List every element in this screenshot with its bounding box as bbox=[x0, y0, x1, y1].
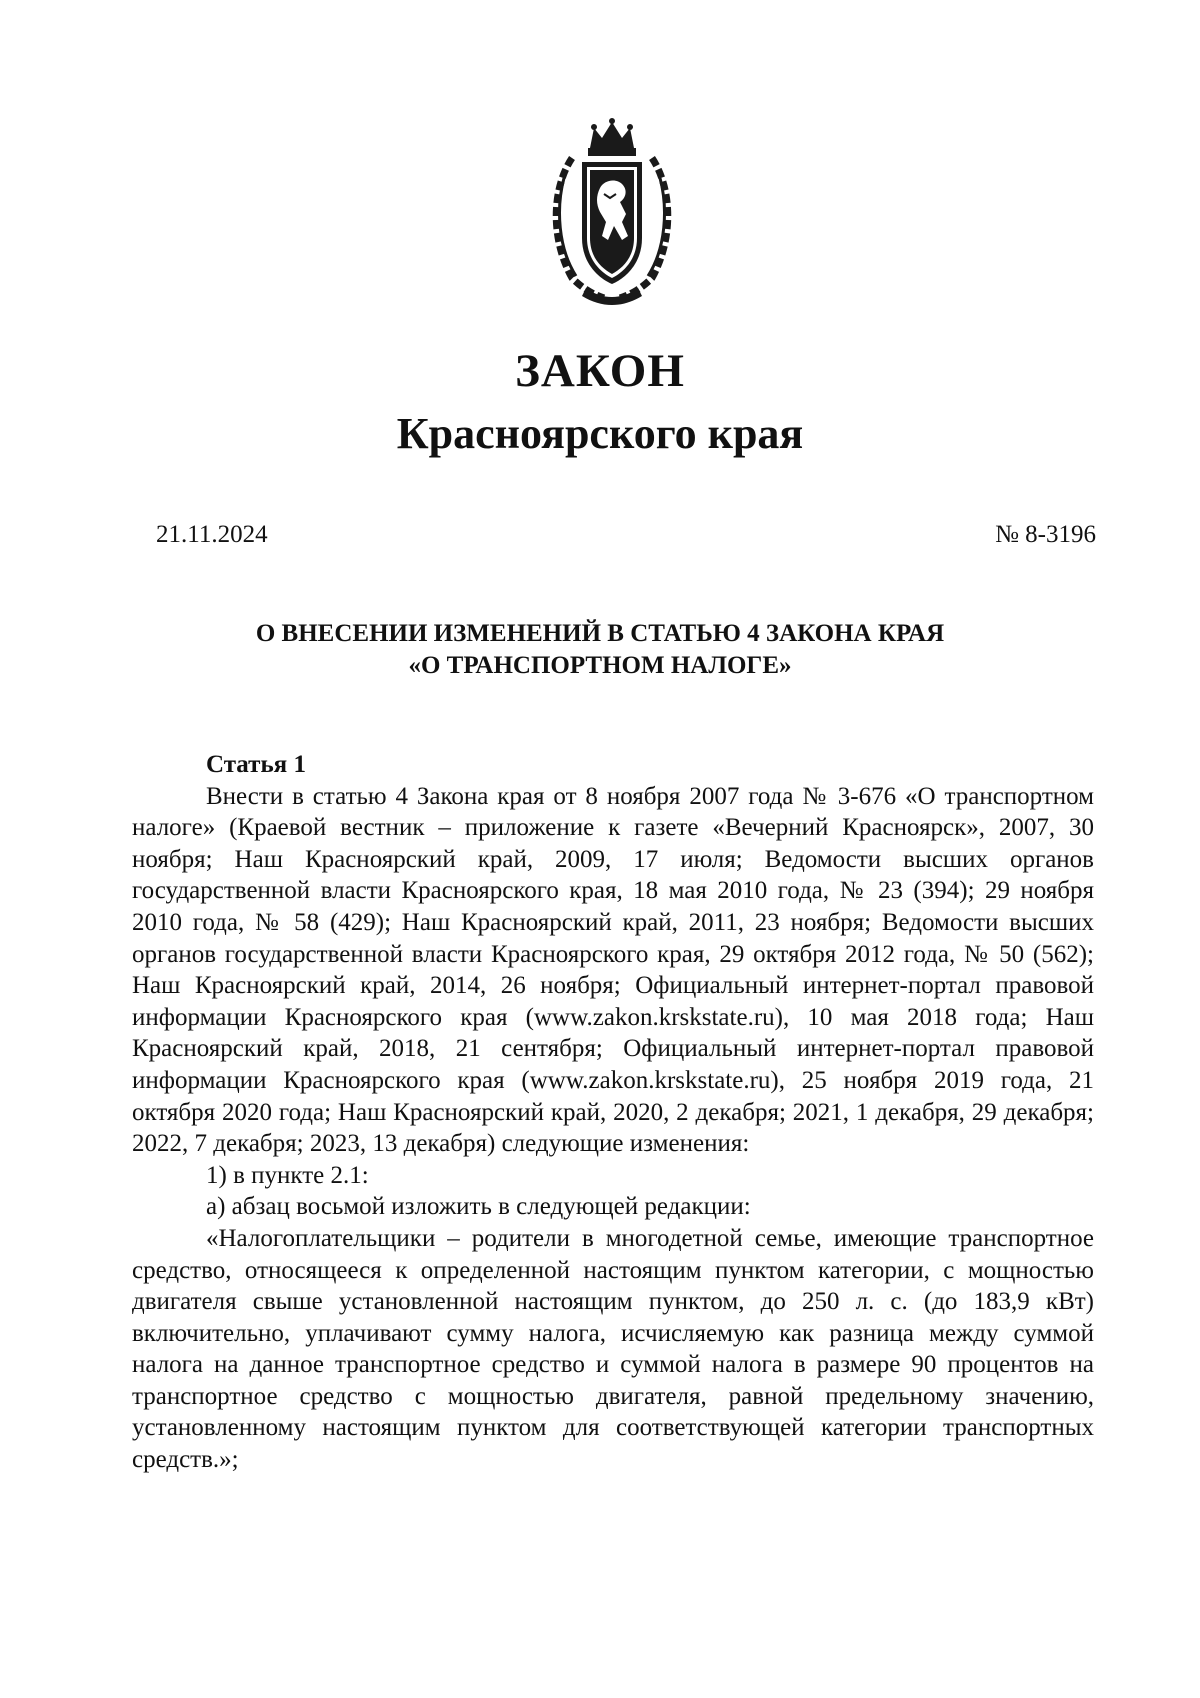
document-title: ЗАКОН bbox=[515, 345, 685, 397]
document-subtitle: Красноярского края bbox=[396, 409, 804, 458]
article-paragraph-2: «Налогоплательщики – родители в многодетной семье, имеющие транспортное средство, относящееся к определенной настоящим пунктом категории, с мощностью двигателя свыше установленной настоящим пунктом, до 250 л. с. (до 183,9 кВт) включительно, уплачивают сумму налога, исчисляемую как разница между суммой налога на данное транспортное средство и суммой налога в размере 90 процентов на транспортное средство с мощностью двигателя, равной предельному значению, установленному настоящим пунктом для соответствующей категории транспортных средств.»; bbox=[132, 1224, 1094, 1474]
document-body bbox=[132, 749, 1094, 1476]
article-paragraph-1: Внести в статью 4 Закона края от 8 ноября 2007 года № 3-676 «О транспортном налоге» (Краевой вестник – приложение к газете «Вечерний Красноярск», 2007, 30 ноября; Наш Красноярский край, 2009, 17 июля; Ведомости высших органов государственной власти Красноярского края, 18 мая 2010 года, № 23 (394); 29 ноября 2010 года, № 58 (429); Наш Красноярский край, 2011, 23 ноября; Ведомости высших органов государственной власти Красноярского края, 29 октября 2012 года, № 50 (562); Наш Красноярский край, 2014, 26 ноября; Официальный интернет-портал правовой информации Красноярского края (www.zakon.krskstate.ru), 10 мая 2018 года; Наш Красноярский край, 2018, 21 сентября; Официальный интернет-портал правовой информации Красноярского края (www.zakon.krskstate.ru), 25 ноября 2019 года, 21 октября 2020 года; Наш Красноярский край, 2020, 2 декабря; 2021, 1 декабря, 29 декабря; 2022, 7 декабря; 2023, 13 декабря) следующие изменения: bbox=[132, 782, 1094, 1158]
list-item-1: 1) в пункте 2.1: bbox=[206, 1161, 369, 1189]
heading-line-2: «О ТРАНСПОРТНОМ НАЛОГЕ» bbox=[408, 652, 792, 679]
document-date: 21.11.2024 bbox=[156, 521, 268, 548]
document-number: № 8-3196 bbox=[995, 521, 1096, 548]
krasnoyarsk-coat-of-arms-icon bbox=[542, 118, 682, 308]
article-title: Статья 1 bbox=[206, 751, 306, 778]
list-item-2: а) абзац восьмой изложить в следующей редакции: bbox=[206, 1193, 751, 1221]
document-heading bbox=[0, 618, 1200, 682]
heading-line-1: О ВНЕСЕНИИ ИЗМЕНЕНИЙ В СТАТЬЮ 4 ЗАКОНА КРАЯ bbox=[255, 620, 945, 647]
